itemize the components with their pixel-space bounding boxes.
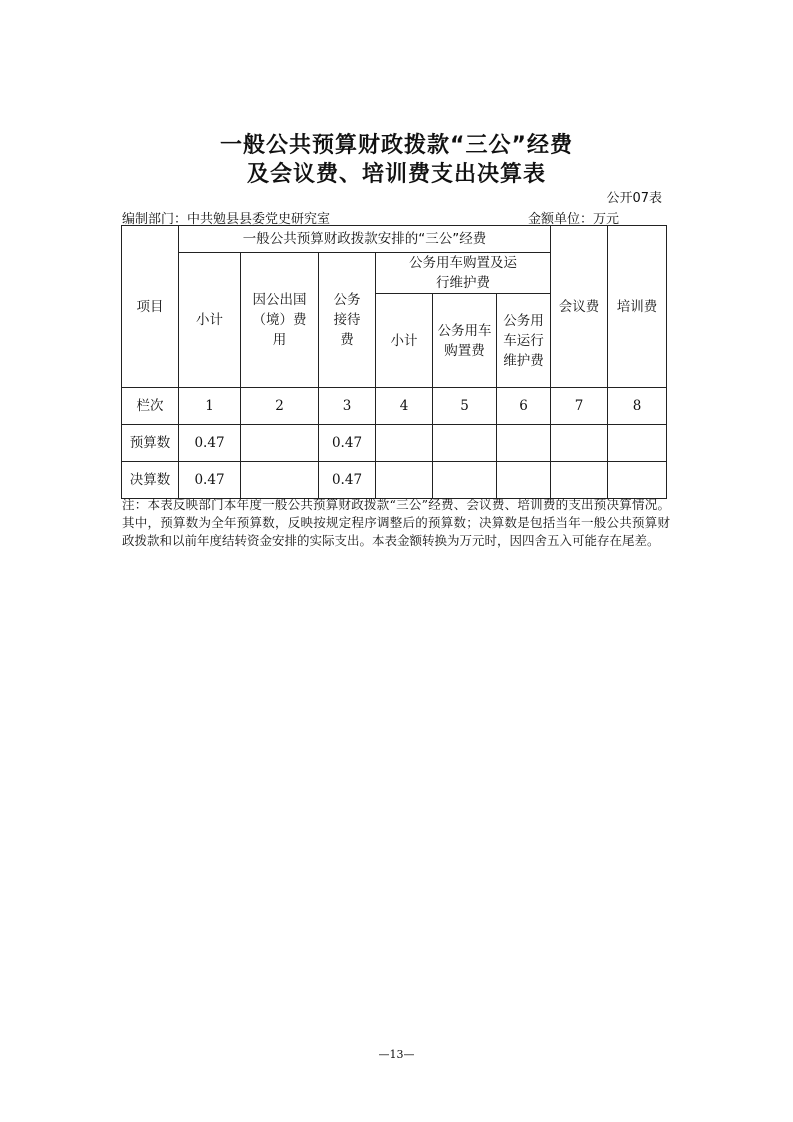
table-cell (433, 462, 497, 499)
header-reception: 公务接待费 (319, 253, 376, 388)
column-number-label: 栏次 (122, 388, 179, 425)
form-number: 公开07表 (606, 191, 662, 206)
table-cell (608, 462, 667, 499)
header-three-public-group: 一般公共预算财政拨款安排的“三公”经费 (179, 226, 551, 253)
column-number: 6 (497, 388, 551, 425)
column-number: 8 (608, 388, 667, 425)
table-cell: 0.47 (319, 462, 376, 499)
budget-row (122, 425, 667, 462)
row-label-final: 决算数 (122, 462, 179, 499)
table-cell (608, 425, 667, 462)
header-vehicle-subtotal: 小计 (376, 294, 433, 388)
table-cell (497, 425, 551, 462)
header-vehicle-group: 公务用车购置及运行维护费 (376, 253, 551, 294)
table-cell (433, 425, 497, 462)
table-cell (241, 425, 319, 462)
table-cell (497, 462, 551, 499)
header-meeting: 会议费 (551, 226, 608, 388)
header-vehicle-operation: 公务用车运行维护费 (497, 294, 551, 388)
column-number: 7 (551, 388, 608, 425)
table-cell (241, 462, 319, 499)
column-number: 1 (179, 388, 241, 425)
table-note: 注：本表反映部门本年度一般公共预算财政拨款“三公”经费、会议费、培训费的支出预决算情况。其中，预算数为全年预算数，反映按规定程序调整后的预算数；决算数是包括当年一般公共预算财政拨款和以前年度结转资金安排的实际支出。本表金额转换为万元时，因四舍五入可能存在尾差。 (122, 497, 670, 548)
document-title-line1: 一般公共预算财政拨款“三公”经费 (220, 133, 573, 158)
row-label-budget: 预算数 (122, 425, 179, 462)
expenditure-table (121, 225, 667, 499)
header-item: 项目 (122, 226, 179, 388)
column-number: 2 (241, 388, 319, 425)
header-abroad: 因公出国（境）费用 (241, 253, 319, 388)
table-cell: 0.47 (179, 462, 241, 499)
header-subtotal: 小计 (179, 253, 241, 388)
column-number: 5 (433, 388, 497, 425)
document-title-line2: 及会议费、培训费支出决算表 (246, 162, 546, 187)
column-number: 4 (376, 388, 433, 425)
table-cell (551, 462, 608, 499)
final-row (122, 462, 667, 499)
unit-label: 金额单位：万元 (528, 212, 620, 227)
table-cell: 0.47 (319, 425, 376, 462)
table-cell (551, 425, 608, 462)
table-cell (376, 462, 433, 499)
column-number: 3 (319, 388, 376, 425)
page-number: —13— (378, 1048, 415, 1061)
header-training: 培训费 (608, 226, 667, 388)
header-vehicle-purchase: 公务用车购置费 (433, 294, 497, 388)
table-cell (376, 425, 433, 462)
table-cell: 0.47 (179, 425, 241, 462)
department-label: 编制部门：中共勉县县委党史研究室 (122, 212, 331, 227)
column-number-row (122, 388, 667, 425)
